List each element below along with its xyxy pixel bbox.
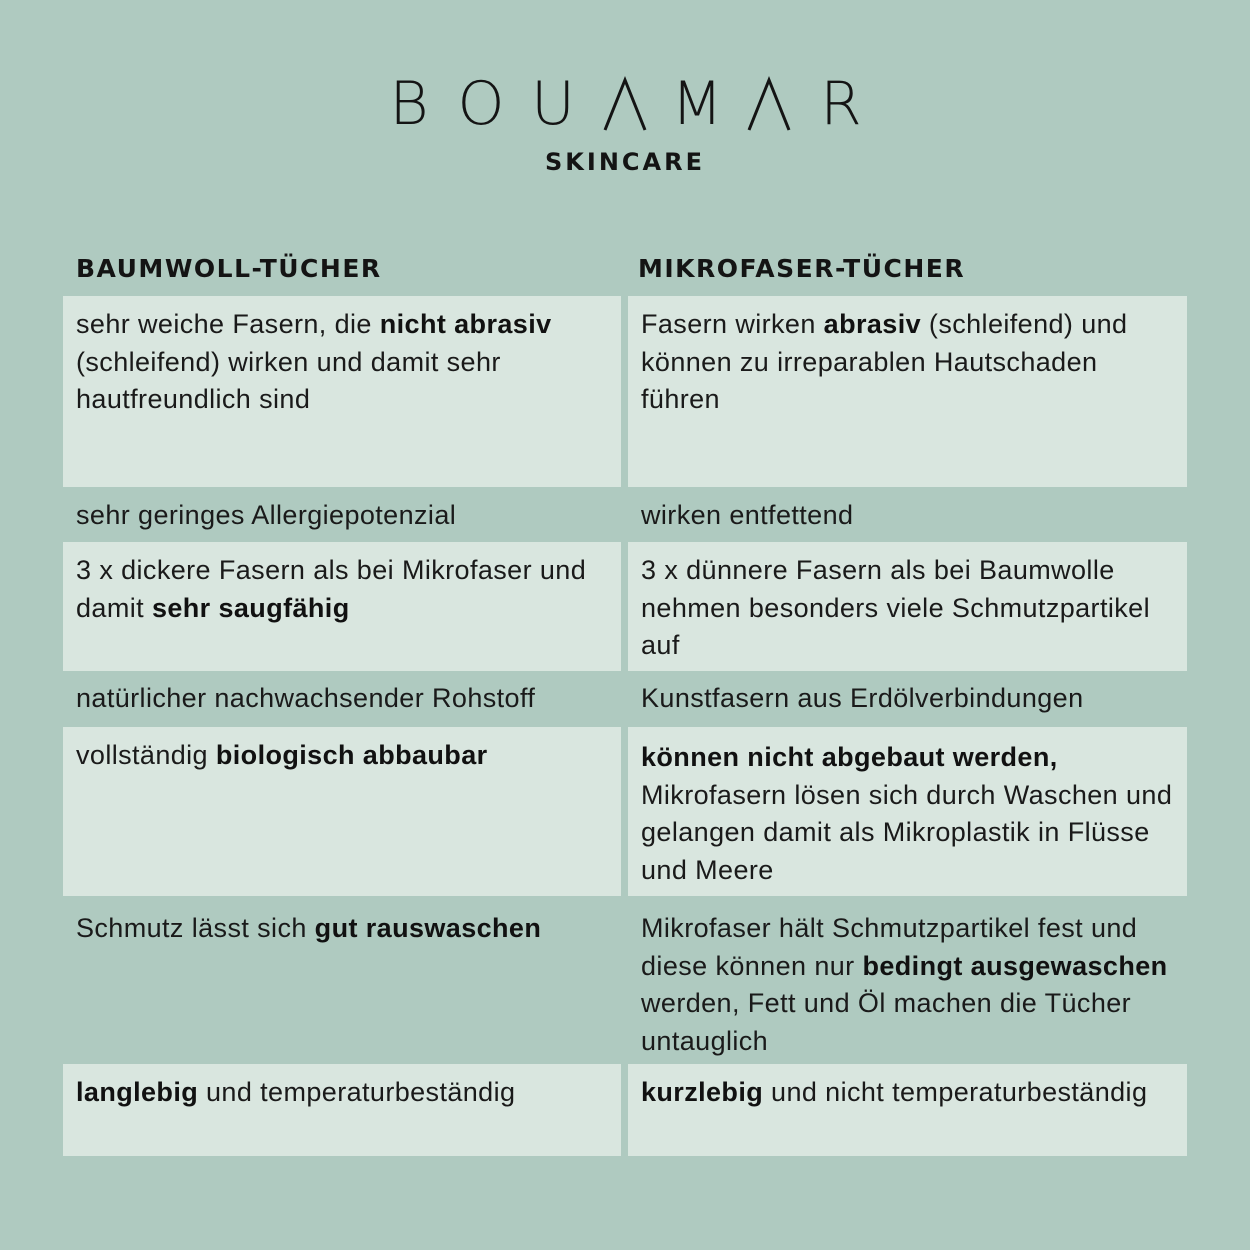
- cell-text: sehr weiche Fasern, die: [76, 309, 380, 339]
- cell-cotton: [63, 542, 621, 671]
- cell-text: Mikrofaser hält Schmutzpartikel fest und diese können nur: [641, 913, 1138, 981]
- brand-letter-a-chevron: [741, 74, 797, 134]
- cell-text: Fasern wirken: [641, 309, 824, 339]
- cell-text: werden, Fett und Öl machen die Tücher untauglich: [641, 988, 1132, 1056]
- emphasis-text: nicht abrasiv: [379, 309, 552, 339]
- cell-text: vollständig: [76, 740, 216, 770]
- emphasis-text: gut rauswaschen: [314, 913, 542, 943]
- cell-text: Schmutz lässt sich: [76, 913, 315, 943]
- emphasis-text: können nicht abgebaut werden,: [641, 742, 1058, 772]
- brand-letter: U: [531, 69, 575, 139]
- cell-text: (schleifend) wirken und damit sehr hautfreundlich sind: [76, 346, 501, 414]
- cell-text: und temperaturbeständig: [198, 1077, 516, 1107]
- emphasis-text: biologisch abbaubar: [215, 740, 488, 770]
- brand-letter: B: [389, 69, 429, 139]
- cell-cotton: [63, 296, 621, 487]
- cell-text: sehr geringes Allergiepotenzial: [76, 500, 457, 530]
- emphasis-text: bedingt ausgewaschen: [862, 950, 1168, 981]
- cell-text: Kunstfasern aus Erdölverbindungen: [641, 683, 1084, 713]
- brand-letter: M: [671, 69, 723, 139]
- emphasis-text: kurzlebig: [641, 1077, 764, 1107]
- cell-microfiber: [628, 542, 1187, 671]
- emphasis-text: langlebig: [76, 1077, 199, 1107]
- cell-microfiber: [628, 296, 1187, 487]
- cell-text: und nicht temperaturbeständig: [763, 1077, 1148, 1107]
- cell-microfiber: [628, 493, 1187, 539]
- cell-microfiber: [628, 727, 1187, 896]
- cell-text: wirken entfettend: [641, 500, 854, 530]
- emphasis-text: abrasiv: [823, 309, 922, 339]
- brand-logo: [0, 69, 1250, 176]
- emphasis-text: sehr saugfähig: [151, 592, 350, 623]
- cell-cotton: [63, 676, 621, 724]
- cell-cotton: [63, 493, 621, 539]
- brand-tagline: SKINCARE: [545, 148, 705, 176]
- brand-wordmark: [0, 69, 1250, 139]
- cell-text: (schleifend) und können zu irreparablen Hautschaden führen: [641, 309, 1128, 414]
- cell-microfiber: [628, 900, 1187, 1060]
- column-header-cotton: BAUMWOLL-TÜCHER: [76, 254, 382, 283]
- cell-text: Mikrofasern lösen sich durch Waschen und gelangen damit als Mikroplastik in Flüsse und Meere: [641, 779, 1173, 885]
- cell-text: 3 x dünnere Fasern als bei Baumwolle nehmen besonders viele Schmutzpartikel auf: [641, 555, 1150, 660]
- cell-cotton: [63, 900, 621, 1060]
- cell-text: 3 x dickere Fasern als bei Mikrofaser und damit: [76, 555, 587, 623]
- column-header-microfiber: MIKROFASER-TÜCHER: [638, 254, 966, 283]
- cell-text: natürlicher nachwachsender Rohstoff: [76, 683, 536, 713]
- cell-cotton: [63, 727, 621, 896]
- brand-letter-a-chevron: [597, 74, 653, 134]
- brand-letter: R: [820, 69, 862, 139]
- cell-microfiber: [628, 676, 1187, 724]
- cell-cotton: [63, 1064, 621, 1156]
- brand-letter: O: [457, 69, 505, 139]
- cell-microfiber: [628, 1064, 1187, 1156]
